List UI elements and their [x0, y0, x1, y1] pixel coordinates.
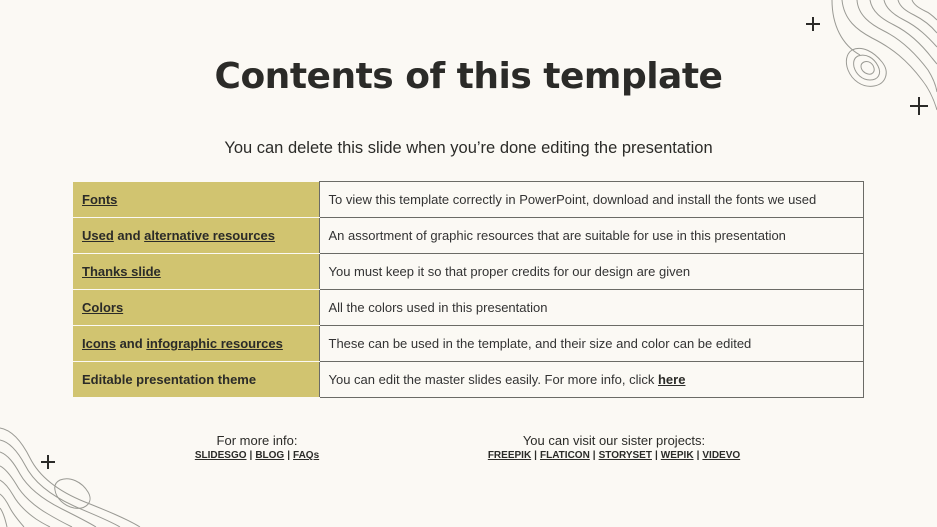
page-title: Contents of this template [214, 56, 723, 97]
link-colors[interactable]: Colors [82, 300, 124, 315]
table-row [73, 362, 864, 398]
description-text: These can be used in the template, and their size and color can be edited [328, 336, 752, 351]
footer-link-flaticon[interactable]: FLATICON [539, 450, 590, 461]
footer-sister-projects-label: You can visit our sister projects: [522, 433, 706, 448]
table-row [73, 182, 864, 218]
row-description-cell [319, 290, 864, 326]
table-row [73, 326, 864, 362]
footer-link-faqs[interactable]: FAQs [293, 450, 320, 461]
description-text: All the colors used in this presentation [328, 300, 548, 315]
row-description-cell [319, 362, 864, 398]
row-topic-cell [73, 254, 319, 290]
table-row [73, 254, 864, 290]
footer-more-info [157, 433, 357, 461]
contour-lines-graphic-bottom-left [0, 420, 150, 527]
topic-text: Editable presentation theme [82, 372, 257, 387]
description-text: You must keep it so that proper credits for our design are given [328, 264, 691, 279]
row-topic-cell [73, 290, 319, 326]
footer-sister-projects-links [444, 450, 784, 461]
row-topic-cell [73, 362, 319, 398]
link-fonts[interactable]: Fonts [82, 191, 118, 207]
link-thanks-slide[interactable]: Thanks slide [82, 264, 161, 279]
plus-icon [39, 453, 57, 471]
contents-table-body [73, 182, 864, 398]
table-row [73, 290, 864, 326]
page-subtitle: You can delete this slide when you’re done editing the presentation [224, 139, 713, 157]
description-text: You can edit the master slides easily. For more info, click [328, 372, 658, 387]
footer-link-freepik[interactable]: FREEPIK [487, 450, 532, 461]
row-description-cell [319, 218, 864, 254]
row-topic-cell [73, 218, 319, 254]
link-separator: | [249, 450, 253, 461]
link-icons[interactable]: Icons [82, 336, 116, 351]
row-topic-cell [73, 326, 319, 362]
footer-more-info-label: For more info: [216, 433, 298, 448]
contents-table [73, 181, 864, 398]
link-separator: | [654, 450, 658, 461]
link-infographic-resources[interactable]: infographic resources [146, 336, 283, 351]
link-alternative-resources[interactable]: alternative resources [144, 228, 275, 243]
table-row [73, 218, 864, 254]
plus-icon [908, 95, 930, 117]
row-description-cell [319, 326, 864, 362]
row-topic-cell [73, 182, 319, 218]
description-text: An assortment of graphic resources that are suitable for use in this presentation [328, 228, 786, 243]
footer-sister-projects [444, 433, 784, 461]
footer-more-info-links [157, 450, 357, 461]
footer-link-storyset[interactable]: STORYSET [598, 450, 652, 461]
footer-link-wepik[interactable]: WEPIK [660, 450, 694, 461]
footer-link-videvo[interactable]: VIDEVO [702, 450, 741, 461]
link-separator: | [287, 450, 291, 461]
topic-text: and [113, 228, 145, 243]
topic-text: and [115, 336, 147, 351]
link-separator: | [696, 450, 700, 461]
description-text: To view this template correctly in PowerPoint, download and install the fonts we used [328, 192, 817, 207]
plus-icon [804, 15, 822, 33]
link-separator: | [534, 450, 537, 461]
link-used[interactable]: Used [82, 228, 114, 243]
row-description-cell [319, 254, 864, 290]
footer-link-slidesgo[interactable]: SLIDESGO [194, 450, 247, 461]
row-description-cell [319, 182, 864, 218]
footer-link-blog[interactable]: BLOG [255, 450, 285, 461]
link-here[interactable]: here [657, 372, 686, 387]
link-separator: | [592, 450, 596, 461]
